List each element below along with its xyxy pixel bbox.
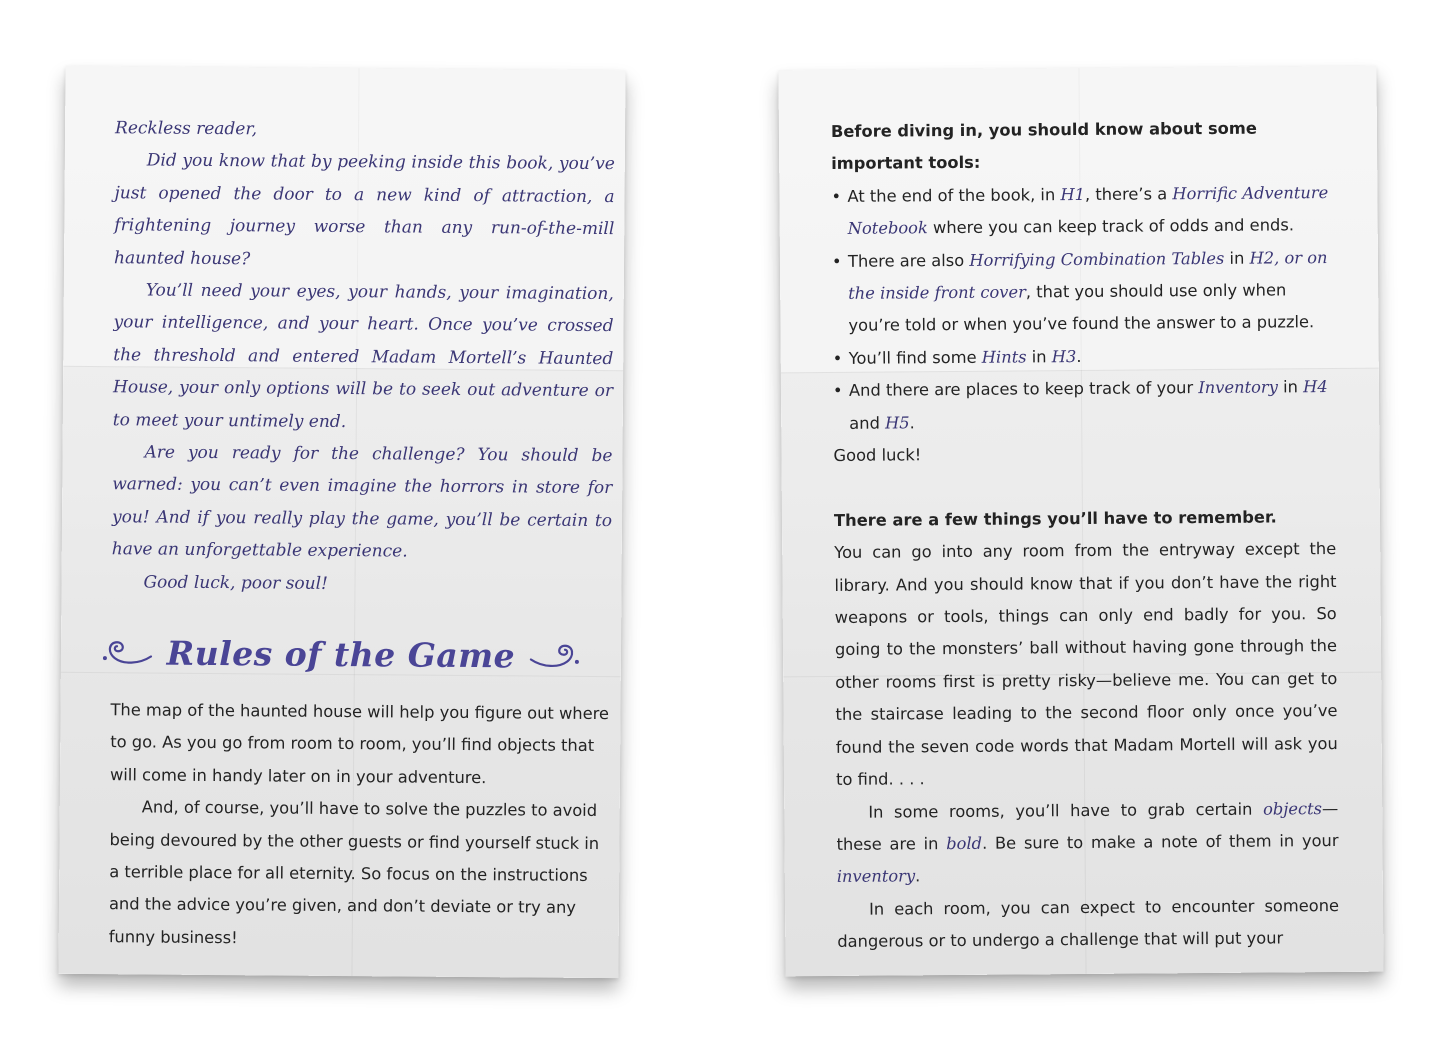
tool-item: • At the end of the book, in H1, there’s a Horrific Adventure Notebook where you can keep track of odds and ends. [831,177,1333,246]
intro-letter [111,112,615,602]
left-swirl-ornament-icon [97,634,153,670]
instructions-body [831,112,1340,958]
tools-list [831,177,1335,440]
tools-heading: Before diving in, you should know about some important tools: [830,118,1257,174]
objects-paragraph: In some rooms, you’ll have to grab certain objects—these are in bold. Be sure to make a note of them in your inventory. [836,798,1339,887]
remember-paragraph: You can go into any room from the entryway except the library. And you should know that if you don’t have the right weapons or tools, things can only end badly for you. So going to the monsters’ ball without having gone through the other rooms first is pretty risky—believe me. You can get to the staircase leading to the second floor only once you’ve found the seven code words that Madam Mortell will ask you to find. . . . [834,539,1338,790]
tool-item: • There are also Horrifying Combination Tables in H2, or on the inside front cover, that you should use only when you’re told or when you’ve found the answer to a puzzle. [832,242,1335,343]
letter-signoff: Good luck, poor soul! [143,572,329,594]
letter-paragraph: Did you know that by peeking inside this book, you’ve just opened the door to a new kind of attraction, a frightening journey worse than any run-of-the-mill haunted house? [113,150,615,269]
letter-greeting: Reckless reader, [115,118,258,140]
rules-paragraph: And, of course, you’ll have to solve the puzzles to avoid being devoured by the other guests or find yourself stuck in a terrible place for all eternity. So focus on the instructions and the advice you’re given, and don’t deviate or try any funny business! [108,797,600,948]
good-luck-text: Good luck! [833,445,922,466]
encounter-paragraph: In each room, you can expect to encounter someone dangerous or to undergo a challenge that will put your [837,895,1340,952]
rules-title: Rules of the Game [166,633,516,675]
tool-item: • You’ll find some Hints in H3. [833,339,1335,375]
letter-paragraph: You’ll need your eyes, your hands, your imagination, your intelligence, and your heart. Once you’ve crossed the threshold and entered Madam Mortell’s Haunted House, your only options will be to seek out adventure or to meet your untimely end. [112,280,614,432]
left-page [58,66,625,978]
rules-paragraph: The map of the haunted house will help you figure out where to go. As you go from room to room, you’ll find objects that will come in handy later on in your adventure. [109,700,610,787]
rules-body [109,694,613,957]
letter-paragraph: Are you ready for the challenge? You should be warned: you can’t even imagine the horrors in store for you! And if you really play the game, you’ll be certain to have an unforgettable experience. [111,442,613,562]
spacer [834,468,1336,504]
right-page [778,66,1383,977]
tool-item: • And there are places to keep track of your Inventory in H4 and H5. [833,371,1335,440]
rules-heading [61,626,621,682]
remember-heading: There are a few things you’ll have to remember. [833,507,1277,530]
right-swirl-ornament-icon [529,637,585,673]
